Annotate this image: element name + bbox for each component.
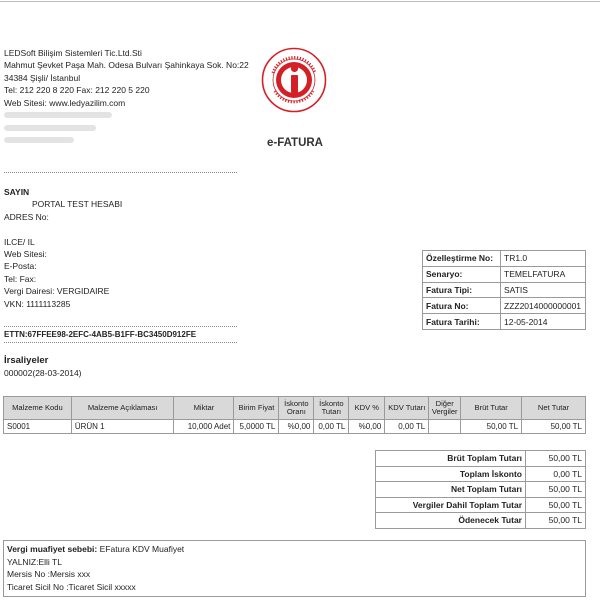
info-value: SATIS [501, 282, 586, 298]
table-cell: 50,00 TL [461, 420, 522, 434]
column-header: Birim Fiyat [234, 397, 279, 420]
table-cell: 5,0000 TL [234, 420, 279, 434]
total-row [376, 466, 586, 482]
redacted-line [4, 109, 244, 121]
amount-in-words: YALNIZ:Elli TL [7, 556, 62, 567]
items-table [3, 396, 586, 434]
buyer-city: ILCE/ IL [4, 236, 35, 247]
column-header: Net Tutar [522, 397, 586, 420]
total-label: Vergiler Dahil Toplam Tutar [376, 497, 526, 513]
buyer-phone-fax: Tel: Fax: [4, 273, 37, 284]
info-row [423, 251, 586, 267]
spacer [4, 223, 244, 235]
column-header: Diğer Vergiler [429, 397, 461, 420]
info-label: Fatura Tarihi: [423, 314, 501, 330]
trade-registry-no: Ticaret Sicil No :Ticaret Sicil xxxxx [7, 581, 136, 592]
exemption-label: Vergi muafiyet sebebi: [7, 544, 98, 554]
seller-name: LEDSoft Bilişim Sistemleri Tic.Ltd.Sti [4, 48, 142, 58]
table-cell: %0,00 [349, 420, 385, 434]
total-label: Ödenecek Tutar [376, 513, 526, 529]
irsaliye-block [4, 355, 82, 380]
table-cell: %0,00 [279, 420, 314, 434]
seller-district: 34384 Şişli/ İstanbul [4, 72, 81, 83]
total-row [376, 451, 586, 467]
seller-address: Mahmut Şevket Paşa Mah. Odesa Bulvarı Şahinkaya Sok. No:22 [4, 60, 249, 71]
table-cell: ÜRÜN 1 [71, 420, 174, 434]
top-rule [0, 1, 600, 2]
notes-box [3, 540, 586, 597]
seller-phone-fax: Tel: 212 220 8 220 Fax: 212 220 5 220 [4, 85, 150, 96]
gib-logo-icon [261, 47, 327, 113]
buyer-block [4, 186, 244, 310]
column-header: Brüt Tutar [461, 397, 522, 420]
total-value: 0,00 TL [526, 466, 586, 482]
buyer-tax-office: Vergi Dairesi: VERGIDAIRE [4, 286, 110, 297]
totals-table [375, 450, 586, 529]
invoice-info-table [422, 250, 586, 330]
total-row [376, 513, 586, 529]
seller-website: Web Sitesi: www.ledyazilim.com [4, 97, 126, 108]
total-value: 50,00 TL [526, 451, 586, 467]
column-header: Malzeme Kodu [4, 397, 72, 420]
total-label: Toplam İskonto [376, 466, 526, 482]
divider [4, 326, 237, 327]
table-cell: 50,00 TL [522, 420, 586, 434]
buyer-website: Web Sitesi: [4, 249, 47, 260]
info-label: Senaryo: [423, 266, 501, 282]
column-header: KDV % [349, 397, 385, 420]
redacted-line [4, 134, 244, 146]
table-cell: 0,00 TL [314, 420, 349, 434]
redacted-line [4, 121, 244, 133]
info-label: Fatura Tipi: [423, 282, 501, 298]
info-value: TEMELFATURA [501, 266, 586, 282]
info-label: Fatura No: [423, 298, 501, 314]
info-row [423, 314, 586, 330]
info-value: ZZZ2014000000001 [501, 298, 586, 314]
column-header: İskonto Tutarı [314, 397, 349, 420]
info-value: 12-05-2014 [501, 314, 586, 330]
irsaliye-heading: İrsaliyeler [4, 355, 49, 366]
total-row [376, 482, 586, 498]
buyer-name: PORTAL TEST HESABI [32, 199, 123, 210]
exemption-value: EFatura KDV Muafiyet [99, 544, 185, 554]
total-label: Net Toplam Tutarı [376, 482, 526, 498]
table-cell: S0001 [4, 420, 72, 434]
column-header: Miktar [174, 397, 234, 420]
table-cell: 0,00 TL [385, 420, 429, 434]
column-header: İskonto Oranı [279, 397, 314, 420]
total-value: 50,00 TL [526, 497, 586, 513]
total-label: Brüt Toplam Tutarı [376, 451, 526, 467]
document-title: e-FATURA [266, 137, 323, 149]
info-row [423, 282, 586, 298]
buyer-address: ADRES No: [4, 211, 49, 222]
table-cell: 10,000 Adet [174, 420, 234, 434]
mersis-no: Mersis No :Mersis xxx [7, 569, 91, 580]
total-row [376, 497, 586, 513]
total-value: 50,00 TL [526, 482, 586, 498]
buyer-email: E-Posta: [4, 261, 37, 272]
info-row [423, 298, 586, 314]
buyer-label: SAYIN [4, 187, 30, 197]
ettn: ETTN:67FFEE98-2EFC-4AB5-B1FF-BC3450D912FE [4, 330, 197, 339]
total-value: 50,00 TL [526, 513, 586, 529]
irsaliye-value: 000002(28-03-2014) [4, 368, 82, 379]
column-header: Malzeme Açıklaması [71, 397, 174, 420]
table-row [4, 420, 586, 434]
divider [4, 172, 237, 173]
info-row [423, 266, 586, 282]
divider [4, 342, 237, 343]
table-cell [429, 420, 461, 434]
column-header: KDV Tutarı [385, 397, 429, 420]
info-label: Özelleştirme No: [423, 251, 501, 267]
seller-block [4, 47, 249, 146]
info-value: TR1.0 [501, 251, 586, 267]
buyer-vkn: VKN: 1111113285 [4, 298, 71, 309]
